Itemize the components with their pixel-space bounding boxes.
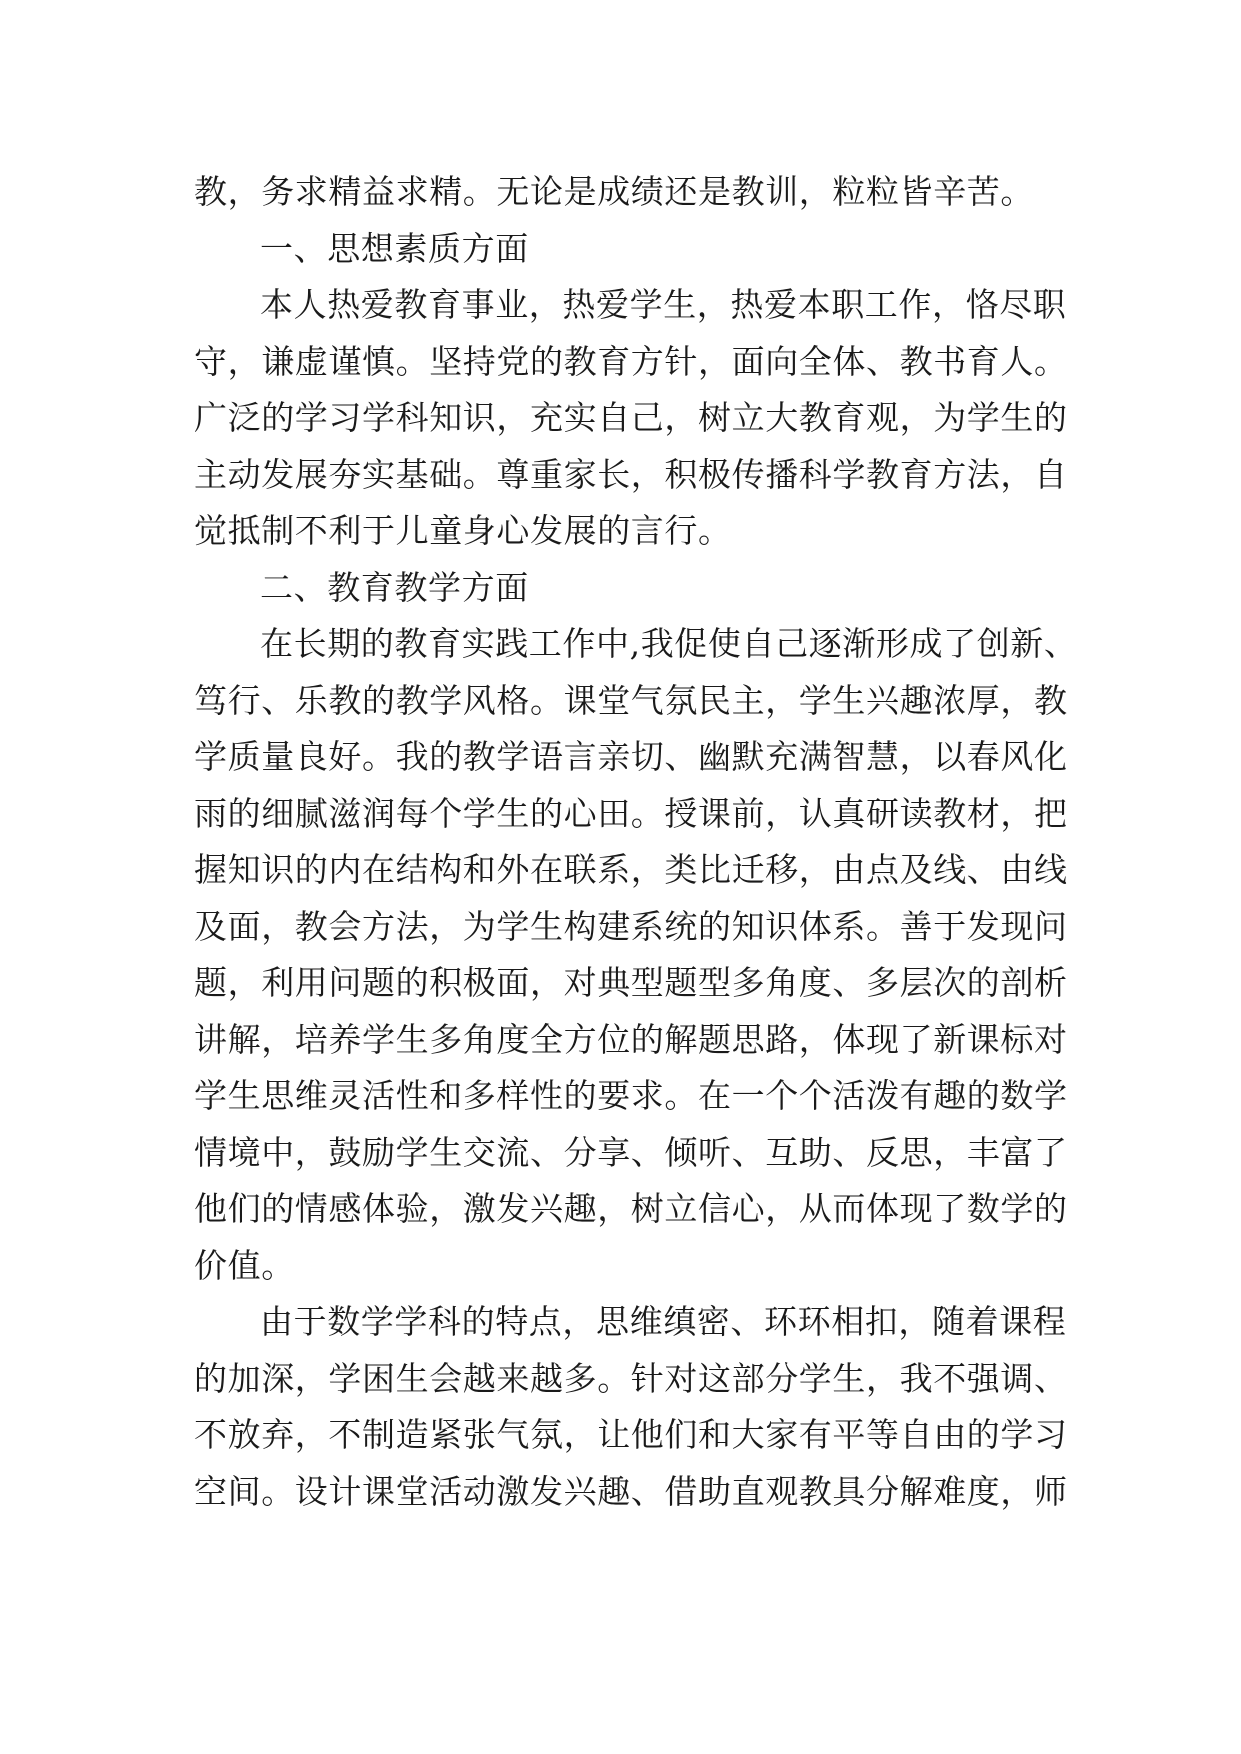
text-line: 学生思维灵活性和多样性的要求。在一个个活泼有趣的数学 xyxy=(194,1076,1068,1115)
text-line: 广泛的学习学科知识，充实自己，树立大教育观，为学生的 xyxy=(194,398,1068,437)
text-line: 的加深，学困生会越来越多。针对这部分学生，我不强调、 xyxy=(194,1358,1068,1398)
text-line: 他们的情感体验，激发兴趣，树立信心，从而体现了数学的 xyxy=(194,1189,1068,1228)
text-line: 题，利用问题的积极面，对典型题型多角度、多层次的剖析 xyxy=(194,963,1068,1002)
document-body xyxy=(194,164,1078,1520)
text-line: 握知识的内在结构和外在联系，类比迁移，由点及线、由线 xyxy=(194,850,1068,889)
text-line: 雨的细腻滋润每个学生的心田。授课前，认真研读教材，把 xyxy=(194,793,1068,833)
text-line: 在长期的教育实践工作中,我促使自己逐渐形成了创新、 xyxy=(260,624,1078,663)
text-line: 本人热爱教育事业，热爱学生，热爱本职工作，恪尽职 xyxy=(260,285,1067,324)
text-line: 情境中，鼓励学生交流、分享、倾听、互助、反思，丰富了 xyxy=(194,1132,1068,1172)
text-line: 觉抵制不利于儿童身心发展的言行。 xyxy=(194,511,732,550)
text-line: 笃行、乐教的教学风格。课堂气氛民主，学生兴趣浓厚，教 xyxy=(194,680,1068,720)
text-line: 不放弃，不制造紧张气氛，让他们和大家有平等自由的学习 xyxy=(194,1415,1068,1454)
text-line: 教，务求精益求精。无论是成绩还是教训，粒粒皆辛苦。 xyxy=(194,172,1034,211)
text-line: 主动发展夯实基础。尊重家长，积极传播科学教育方法，自 xyxy=(194,454,1068,494)
section-heading-2: 二、教育教学方面 xyxy=(260,567,529,607)
text-line: 空间。设计课堂活动激发兴趣、借助直观教具分解难度，师 xyxy=(194,1471,1068,1511)
text-line: 学质量良好。我的教学语言亲切、幽默充满智慧，以春风化 xyxy=(194,737,1068,776)
text-line: 守，谦虚谨慎。坚持党的教育方针，面向全体、教书育人。 xyxy=(194,341,1068,381)
text-line: 由于数学学科的特点，思维缜密、环环相扣，随着课程 xyxy=(260,1302,1067,1341)
text-line: 及面，教会方法，为学生构建系统的知识体系。善于发现问 xyxy=(194,906,1068,946)
text-line: 价值。 xyxy=(194,1245,295,1285)
section-heading-1: 一、思想素质方面 xyxy=(260,228,529,268)
text-line: 讲解，培养学生多角度全方位的解题思路，体现了新课标对 xyxy=(194,1019,1068,1059)
